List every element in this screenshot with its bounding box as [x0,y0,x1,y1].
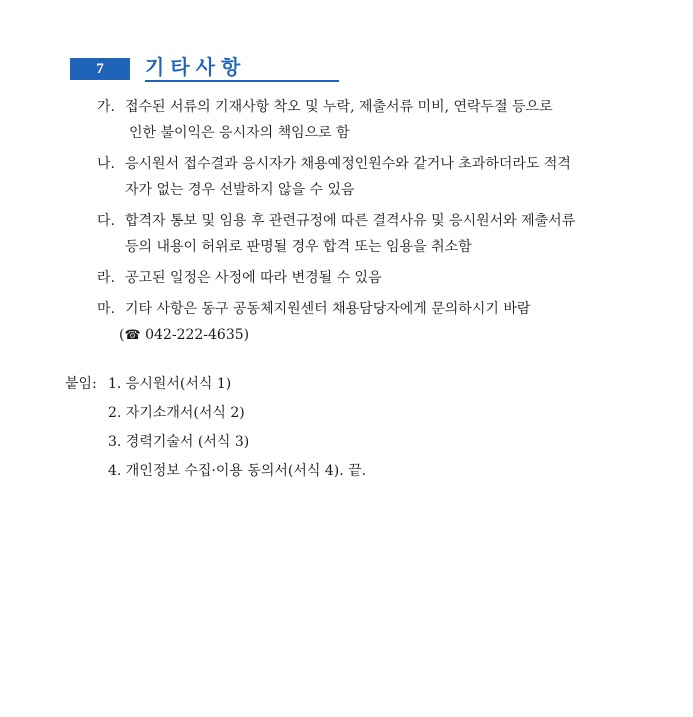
notice-item-na [97,151,657,203]
item-text: 응시원서 접수결과 응시자가 채용예정인원수와 같거나 초과하더라도 적격 [125,156,571,172]
item-text-cont: 인한 불이익은 응시자의 책임으로 함 [129,125,350,141]
section-title: 기타사항 [145,55,247,79]
title-underline [145,80,339,82]
phone-number: 042-222-4635 [145,327,244,343]
notice-item-ma [97,296,657,349]
notice-item-ra [97,265,657,291]
item-text: 공고된 일정은 사정에 따라 변경될 수 있음 [125,270,382,286]
item-text: 접수된 서류의 기재사항 착오 및 누락, 제출서류 미비, 연락두절 등으로 [125,99,553,115]
attachments-label: 붙임: [65,376,97,392]
attachment-item: 4. 개인정보 수집·이용 동의서(서식 4). 끝. [108,463,367,479]
contact-phone: (☎ 042-222-4635) [119,327,250,343]
attachments [65,370,366,486]
telephone-icon: ☎ [124,328,141,343]
notice-item-da [97,208,657,260]
section-header [70,55,270,82]
item-text-cont: 자가 없는 경우 선발하지 않을 수 있음 [125,182,355,198]
attachment-item: 2. 자기소개서(서식 2) [108,405,245,421]
section-number: 7 [70,58,130,80]
item-marker: 다. [97,213,115,229]
item-text: 기타 사항은 동구 공동체지원센터 채용담당자에게 문의하시기 바람 [125,301,531,317]
attachment-item: 1. 응시원서(서식 1) [108,376,232,392]
item-text: 합격자 통보 및 임용 후 관련규정에 따른 결격사유 및 응시원서와 제출서류 [125,213,576,229]
notice-item-ga [97,94,657,146]
item-marker: 가. [97,99,115,115]
item-text-cont: 등의 내용이 허위로 판명될 경우 합격 또는 임용을 취소함 [125,239,472,255]
attachment-item: 3. 경력기술서 (서식 3) [108,434,250,450]
item-marker: 나. [97,156,115,172]
item-marker: 마. [97,301,115,317]
notice-list [97,94,657,354]
item-marker: 라. [97,270,115,286]
